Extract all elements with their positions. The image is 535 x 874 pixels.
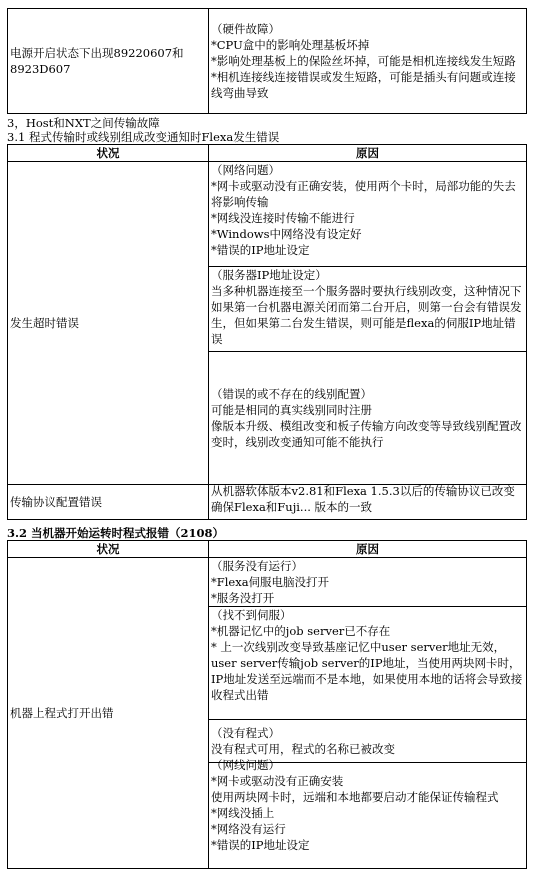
section-3-title: 3，Host和NXT之间传输故障 xyxy=(7,116,160,130)
status-cell: 发生超时错误 xyxy=(8,162,209,485)
cause-line: *机器记忆中的job server已不存在 xyxy=(211,624,391,638)
cause-line: （没有程式） xyxy=(211,726,280,740)
cause-line: *Flexa伺服电脑没打开 xyxy=(211,575,330,589)
cause-line: 确保Flexa和Fuji... 版本的一致 xyxy=(211,500,373,514)
column-header-cause: 原因 xyxy=(209,541,527,558)
cause-cell xyxy=(209,162,527,267)
program-error-table xyxy=(7,540,527,869)
column-header-status: 状况 xyxy=(8,541,209,558)
table-header-row xyxy=(8,541,527,558)
cause-line: * 上一次线别改变导致基座记忆中user server地址无效，user server传输job server的IP地址，当使用两块网卡时，IP地址发送至远端而不是本地，如果使用本地的话将会导致接收程式出错 xyxy=(211,640,523,702)
status-cell: 传输协议配置错误 xyxy=(8,485,209,520)
cause-line: *错误的IP地址设定 xyxy=(211,243,310,257)
cause-line: （错误的或不存在的线别配置） xyxy=(211,387,372,401)
cause-line: （网线问题） xyxy=(211,758,280,772)
cause-line: 从机器软体版本v2.81和Flexa 1.5.3以后的传输协议已改变 xyxy=(211,484,515,498)
cause-cell xyxy=(209,485,527,520)
cause-cell xyxy=(209,558,527,607)
column-header-cause: 原因 xyxy=(209,145,527,162)
cause-cell xyxy=(209,267,527,352)
section-3-1-title: 3.1 程式传输时或线别组成改变通知时Flexa发生错误 xyxy=(7,130,280,144)
cause-line: （硬件故障） xyxy=(211,22,280,36)
table-row xyxy=(8,9,527,114)
cause-cell xyxy=(209,9,527,114)
cause-line: 像版本升级、模组改变和板子传输方向改变等导致线别配置改变时，线别改变通知可能不能执行 xyxy=(211,419,522,449)
cause-cell xyxy=(209,352,527,485)
cause-line: *CPU盒中的影响处理基板坏掉 xyxy=(211,38,370,52)
cause-line: （找不到伺服） xyxy=(211,608,292,622)
document-page xyxy=(7,8,524,869)
cause-line: *Windows中网络没有设定好 xyxy=(211,227,362,241)
table-header-row xyxy=(8,145,527,162)
cause-line: 没有程式可用，程式的名称已被改变 xyxy=(211,742,395,756)
table-row xyxy=(8,162,527,267)
cause-line: *相机连接线连接错误或发生短路，可能是插头有问题或连接线弯曲导致 xyxy=(211,70,516,100)
cause-line: *网卡或驱动没有正确安装，使用两个卡时，局部功能的失去将影响传输 xyxy=(211,179,516,209)
cause-line: *错误的IP地址设定 xyxy=(211,838,310,852)
cause-line: （服务没有运行） xyxy=(211,559,303,573)
status-cell: 机器上程式打开出错 xyxy=(8,558,209,869)
cause-line: *影响处理基板上的保险丝坏掉，可能是相机连接线发生短路 xyxy=(211,54,516,68)
table-row xyxy=(8,558,527,607)
cause-line: *网线没插上 xyxy=(211,806,275,820)
cause-line: *网卡或驱动没有正确安装 xyxy=(211,774,344,788)
cause-line: *网络没有运行 xyxy=(211,822,286,836)
cause-line: （服务器IP地址设定） xyxy=(211,268,327,282)
cause-cell xyxy=(209,607,527,720)
cause-line: 可能是相同的真实线别同时注册 xyxy=(211,403,372,417)
cause-cell xyxy=(209,758,527,869)
hardware-fault-table xyxy=(7,8,527,114)
table-row xyxy=(8,485,527,520)
transfer-error-table xyxy=(7,144,527,520)
column-header-status: 状况 xyxy=(8,145,209,162)
cause-line: *服务没打开 xyxy=(211,591,275,605)
status-cell: 电源开启状态下出现89220607和8923D607 xyxy=(8,9,209,114)
cause-line: （网络问题） xyxy=(211,163,280,177)
cause-line: *网线没连接时传输不能进行 xyxy=(211,211,355,225)
cause-line: 当多种机器连接至一个服务器时要执行线别改变，这种情况下如果第一台机器电源关闭而第二台开启，则第一台会有错误发生，但如果第二台发生错误，则可能是flexa的伺服IP地址错误 xyxy=(211,284,522,346)
cause-line: 使用两块网卡时，远端和本地都要启动才能保证传输程式 xyxy=(211,790,499,804)
section-3-2-title: 3.2 当机器开始运转时程式报错（2108） xyxy=(7,526,225,540)
